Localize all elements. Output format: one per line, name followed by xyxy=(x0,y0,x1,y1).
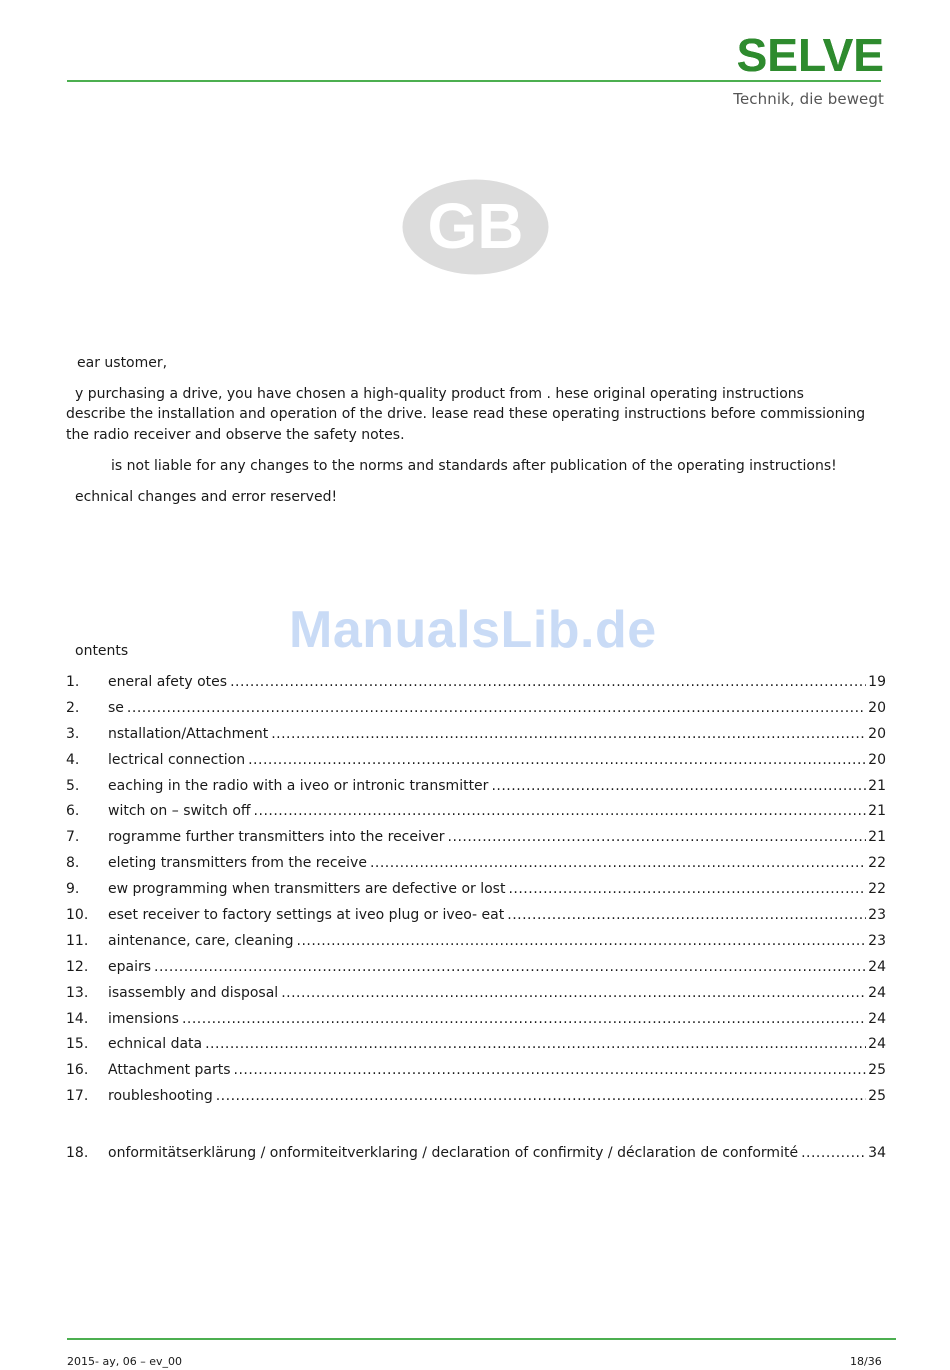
toc-number: 12. xyxy=(66,958,89,975)
selve-logo xyxy=(716,30,884,112)
toc-page: 25 xyxy=(868,1088,886,1105)
toc-leader xyxy=(154,957,866,977)
liability-note: is not liable for any changes to the norms and standards after publication of the operating instructions! xyxy=(111,458,837,474)
toc-page: 24 xyxy=(868,984,886,1001)
toc-leader xyxy=(234,1060,867,1080)
toc-leader xyxy=(297,931,867,951)
toc-title: onformitätserklärung / onformiteitverklaring / declaration of confirmity / déclaration de conformité xyxy=(108,1145,799,1162)
toc-number: 17. xyxy=(66,1088,89,1105)
toc-number: 15. xyxy=(66,1036,89,1053)
toc-title: eleting transmitters from the receive xyxy=(108,855,367,872)
toc-title: rogramme further transmitters into the receiver xyxy=(108,829,445,846)
gb-country-badge xyxy=(402,179,549,275)
toc-number: 3. xyxy=(66,725,80,742)
toc-row[interactable] xyxy=(66,1009,886,1035)
toc-title: ew programming when transmitters are defective or lost xyxy=(108,881,506,898)
toc-leader xyxy=(507,905,866,925)
toc-number: 16. xyxy=(66,1062,89,1079)
toc-title: epairs xyxy=(108,958,152,975)
footer-rule xyxy=(67,1338,896,1340)
toc-leader xyxy=(205,1034,866,1054)
toc-row[interactable] xyxy=(66,750,886,776)
footer-page-number: 18/36 xyxy=(850,1355,882,1368)
toc-leader xyxy=(370,853,866,873)
toc-row[interactable] xyxy=(66,672,886,698)
toc-title: Attachment parts xyxy=(108,1062,231,1079)
gb-badge-label: GB xyxy=(427,190,524,262)
toc-leader xyxy=(281,983,866,1003)
toc-leader xyxy=(801,1143,866,1163)
toc-page: 22 xyxy=(868,881,886,898)
toc-title: nstallation/Attachment xyxy=(108,725,269,742)
toc-title: witch on – switch off xyxy=(108,803,251,820)
toc-row[interactable] xyxy=(66,827,886,853)
toc-page: 20 xyxy=(868,699,886,716)
toc-leader xyxy=(182,1009,866,1029)
toc-leader xyxy=(508,879,866,899)
table-of-contents xyxy=(66,672,886,1169)
toc-row[interactable] xyxy=(66,983,886,1009)
greeting: ear ustomer, xyxy=(77,355,168,371)
toc-page: 24 xyxy=(868,1010,886,1027)
toc-title: roubleshooting xyxy=(108,1088,213,1105)
toc-page: 20 xyxy=(868,725,886,742)
toc-page: 21 xyxy=(868,829,886,846)
toc-title: imensions xyxy=(108,1010,179,1027)
toc-number: 13. xyxy=(66,984,89,1001)
toc-leader xyxy=(448,827,867,847)
toc-number: 2. xyxy=(66,699,80,716)
toc-title: eset receiver to factory settings at iveo plug or iveo- eat xyxy=(108,907,505,924)
toc-leader xyxy=(248,750,866,770)
toc-number: 11. xyxy=(66,932,89,949)
toc-page: 34 xyxy=(868,1145,886,1162)
toc-page: 23 xyxy=(868,907,886,924)
toc-number: 18. xyxy=(66,1145,89,1162)
intro-line-3: the radio receiver and observe the safety notes. xyxy=(66,427,405,443)
toc-page: 20 xyxy=(868,751,886,768)
toc-row[interactable] xyxy=(66,879,886,905)
toc-leader xyxy=(216,1086,866,1106)
contents-heading: ontents xyxy=(75,643,129,659)
toc-title: isassembly and disposal xyxy=(108,984,279,1001)
toc-number: 9. xyxy=(66,881,80,898)
logo-wordmark: SELVE xyxy=(736,29,884,81)
toc-leader xyxy=(254,801,867,821)
toc-page: 19 xyxy=(868,674,886,690)
toc-title: lectrical connection xyxy=(108,751,246,768)
toc-row[interactable] xyxy=(66,1143,886,1169)
toc-row[interactable] xyxy=(66,698,886,724)
toc-leader xyxy=(230,672,866,692)
toc-row[interactable] xyxy=(66,1060,886,1086)
toc-number: 5. xyxy=(66,777,80,794)
toc-number: 1. xyxy=(66,674,80,690)
toc-number: 8. xyxy=(66,855,80,872)
toc-title: eneral afety otes xyxy=(108,674,228,690)
toc-title: echnical data xyxy=(108,1036,203,1053)
toc-page: 21 xyxy=(868,803,886,820)
toc-row[interactable] xyxy=(66,724,886,750)
toc-title: aintenance, care, cleaning xyxy=(108,932,294,949)
toc-page: 23 xyxy=(868,932,886,949)
intro-line-1: y purchasing a drive, you have chosen a high-quality product from . hese original operating instructions xyxy=(75,386,804,402)
toc-number: 14. xyxy=(66,1010,89,1027)
toc-number: 4. xyxy=(66,751,80,768)
toc-number: 7. xyxy=(66,829,80,846)
toc-number: 10. xyxy=(66,907,89,924)
toc-leader xyxy=(491,776,866,796)
logo-tagline: Technik, die bewegt xyxy=(733,90,884,108)
toc-title: eaching in the radio with a iveo or intronic transmitter xyxy=(108,777,489,794)
toc-row[interactable] xyxy=(66,1034,886,1060)
toc-row[interactable] xyxy=(66,957,886,983)
toc-row[interactable] xyxy=(66,1086,886,1112)
footer-revision: 2015- ay, 06 – ev_00 xyxy=(67,1355,182,1368)
toc-title: se xyxy=(108,699,124,716)
toc-row[interactable] xyxy=(66,853,886,879)
toc-page: 21 xyxy=(868,777,886,794)
toc-page: 22 xyxy=(868,855,886,872)
toc-row[interactable] xyxy=(66,931,886,957)
toc-leader xyxy=(271,724,866,744)
toc-page: 24 xyxy=(868,958,886,975)
toc-number: 6. xyxy=(66,803,80,820)
toc-row[interactable] xyxy=(66,776,886,802)
toc-page: 25 xyxy=(868,1062,886,1079)
changes-note: echnical changes and error reserved! xyxy=(75,489,338,505)
watermark: ManualsLib.de xyxy=(289,601,657,659)
toc-row[interactable] xyxy=(66,905,886,931)
intro-line-2: describe the installation and operation of the drive. lease read these operating instructions before commissioning xyxy=(66,406,866,422)
toc-leader xyxy=(127,698,866,718)
toc-row[interactable] xyxy=(66,801,886,827)
toc-page: 24 xyxy=(868,1036,886,1053)
